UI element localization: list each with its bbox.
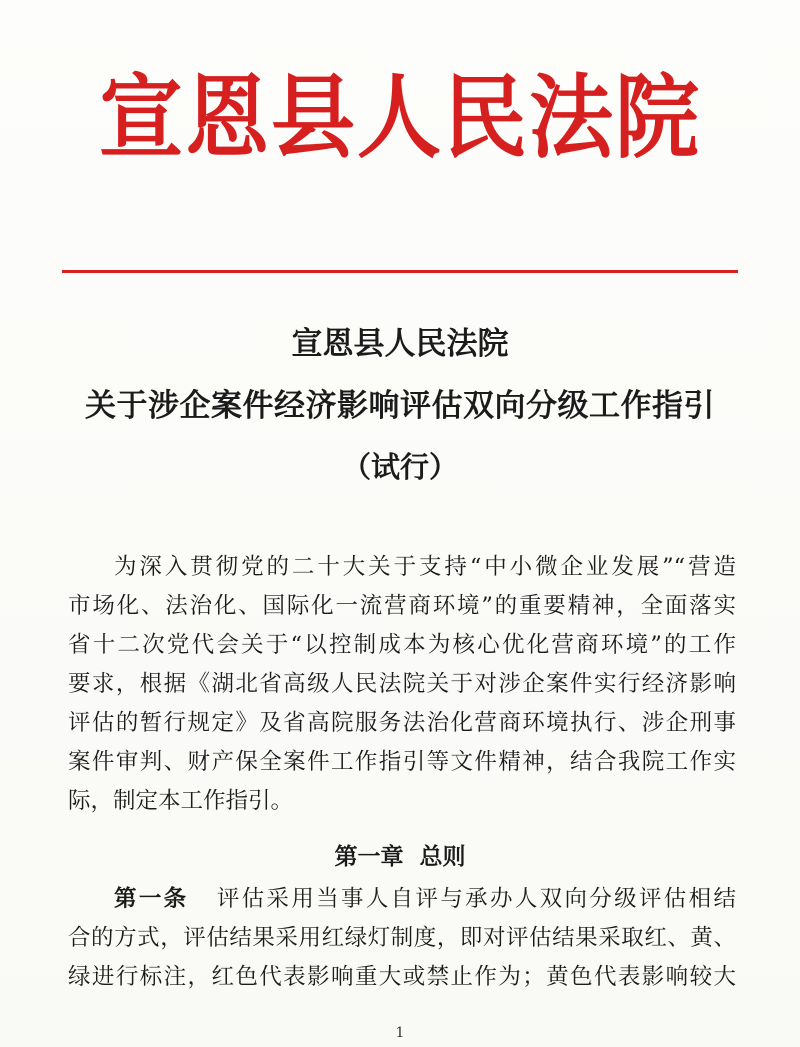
preamble-line: 省十二次党代会关于“以控制成本为核心优化营商环境”的工作 [68,632,736,658]
preamble-line: 要求，根据《湖北省高级人民法院关于对涉企案件实行经济影响 [68,671,736,697]
red-separator-line [62,270,738,273]
preamble-line: 为深入贯彻党的二十大关于支持“中小微企业发展”“营造 [114,554,736,580]
preamble-line: 评估的暂行规定》及省高院服务法治化营商环境执行、涉企刑事 [68,710,736,736]
article-line: 绿进行标注，红色代表影响重大或禁止作为；黄色代表影响较大 [68,964,736,990]
article-line: 合的方式，评估结果采用红绿灯制度，即对评估结果采取红、黄、 [68,925,736,951]
chapter-heading [40,840,760,874]
preamble-line: 案件审判、财产保全案件工作指引等文件精神，结合我院工作实 [68,749,736,775]
preamble-line: 际，制定本工作指引。 [68,788,294,814]
chapter-number: 第一章 [334,843,404,870]
article-label: 第一条 [114,886,189,912]
document-title-issuer: 宣恩县人民法院 [291,326,509,362]
page-number: 1 [395,1025,405,1041]
preamble-line: 市场化、法治化、国际化一流营商环境”的重要精神，全面落实 [68,593,736,619]
court-masthead: 宣恩县人民法院 [98,63,701,171]
article-first-line [114,882,736,916]
chapter-name: 总则 [419,843,466,870]
article-text: 评估采用当事人自评与承办人双向分级评估相结 [214,886,736,912]
document-title-trial: （试行） [341,450,458,484]
document-title-main: 关于涉企案件经济影响评估双向分级工作指引 [85,388,715,424]
